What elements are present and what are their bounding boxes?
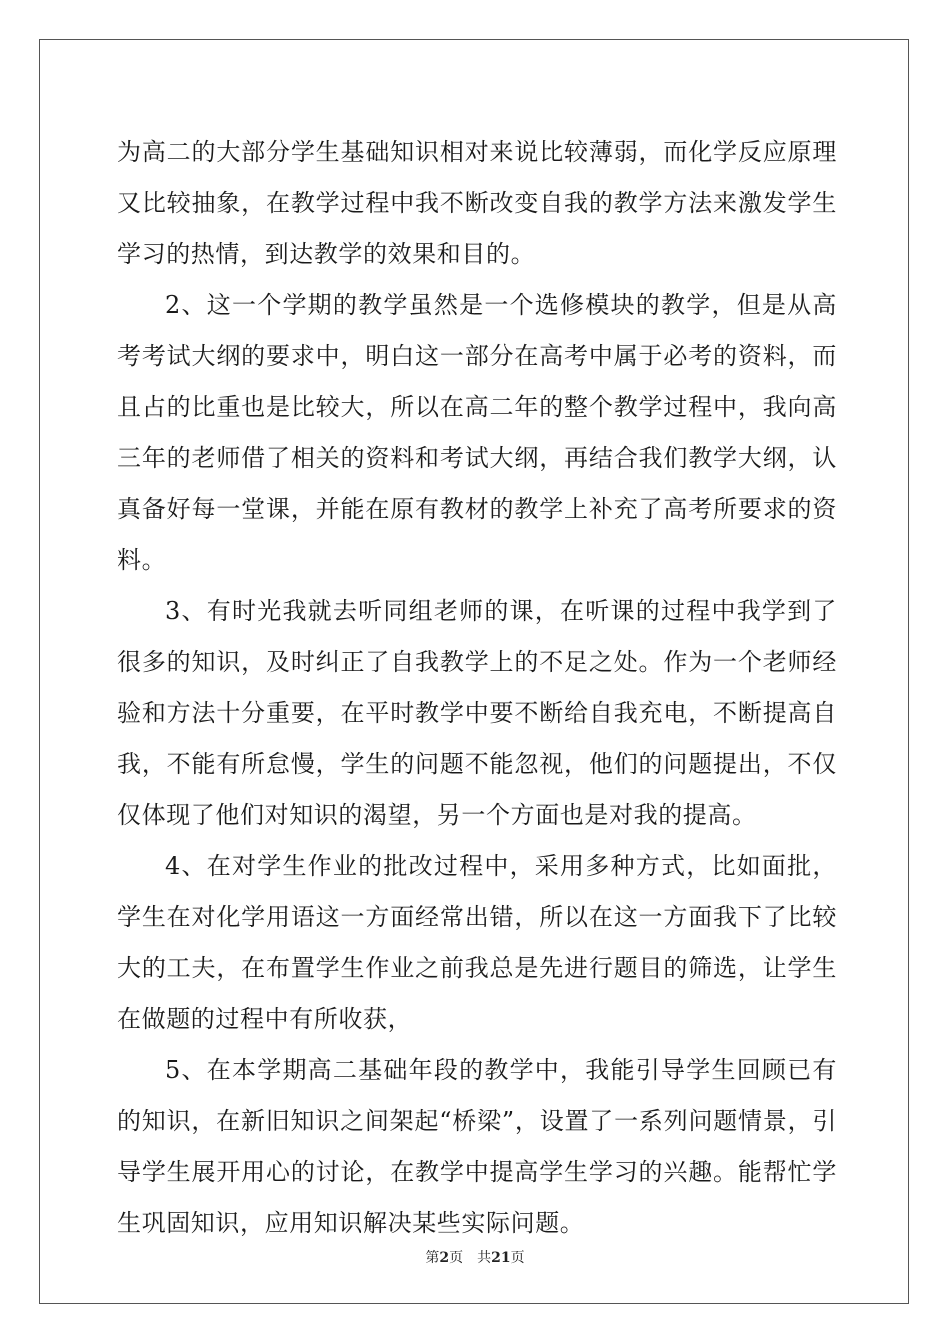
page-suffix: 页 bbox=[449, 1250, 464, 1266]
page-number: 2 bbox=[439, 1250, 450, 1266]
total-pages: 21 bbox=[491, 1250, 511, 1266]
paragraph-item-5: 5、在本学期高二基础年段的教学中，我能引导学生回顾已有的知识，在新旧知识之间架起“桥梁”，设置了一系列问题情景，引导学生展开用心的讨论，在教学中提高学生学习的兴趣。能帮忙学生巩固知识，应用知识解决某些实际问题。 bbox=[117, 1056, 837, 1237]
document-body bbox=[117, 127, 837, 1249]
paragraph-item-3: 3、有时光我就去听同组老师的课，在听课的过程中我学到了很多的知识，及时纠正了自我教学上的不足之处。作为一个老师经验和方法十分重要，在平时教学中要不断给自我充电，不断提高自我，不能有所怠慢，学生的问题不能忽视，他们的问题提出，不仅仅体现了他们对知识的渴望，另一个方面也是对我的提高。 bbox=[117, 597, 837, 829]
total-suffix: 页 bbox=[510, 1250, 525, 1266]
page-footer bbox=[0, 1248, 950, 1268]
total-prefix: 共 bbox=[477, 1250, 492, 1266]
page-prefix: 第 bbox=[425, 1250, 440, 1266]
paragraph-item-2: 2、这一个学期的教学虽然是一个选修模块的教学，但是从高考考试大纲的要求中，明白这一部分在高考中属于必考的资料，而且占的比重也是比较大，所以在高二年的整个教学过程中，我向高三年的老师借了相关的资料和考试大纲，再结合我们教学大纲，认真备好每一堂课，并能在原有教材的教学上补充了高考所要求的资料。 bbox=[117, 291, 837, 574]
paragraph-continuation: 为高二的大部分学生基础知识相对来说比较薄弱，而化学反应原理又比较抽象，在教学过程中我不断改变自我的教学方法来激发学生学习的热情，到达教学的效果和目的。 bbox=[117, 138, 837, 268]
paragraph-item-4: 4、在对学生作业的批改过程中，采用多种方式，比如面批，学生在对化学用语这一方面经常出错，所以在这一方面我下了比较大的工夫，在布置学生作业之前我总是先进行题目的筛选，让学生在做题的过程中有所收获， bbox=[117, 852, 837, 1033]
